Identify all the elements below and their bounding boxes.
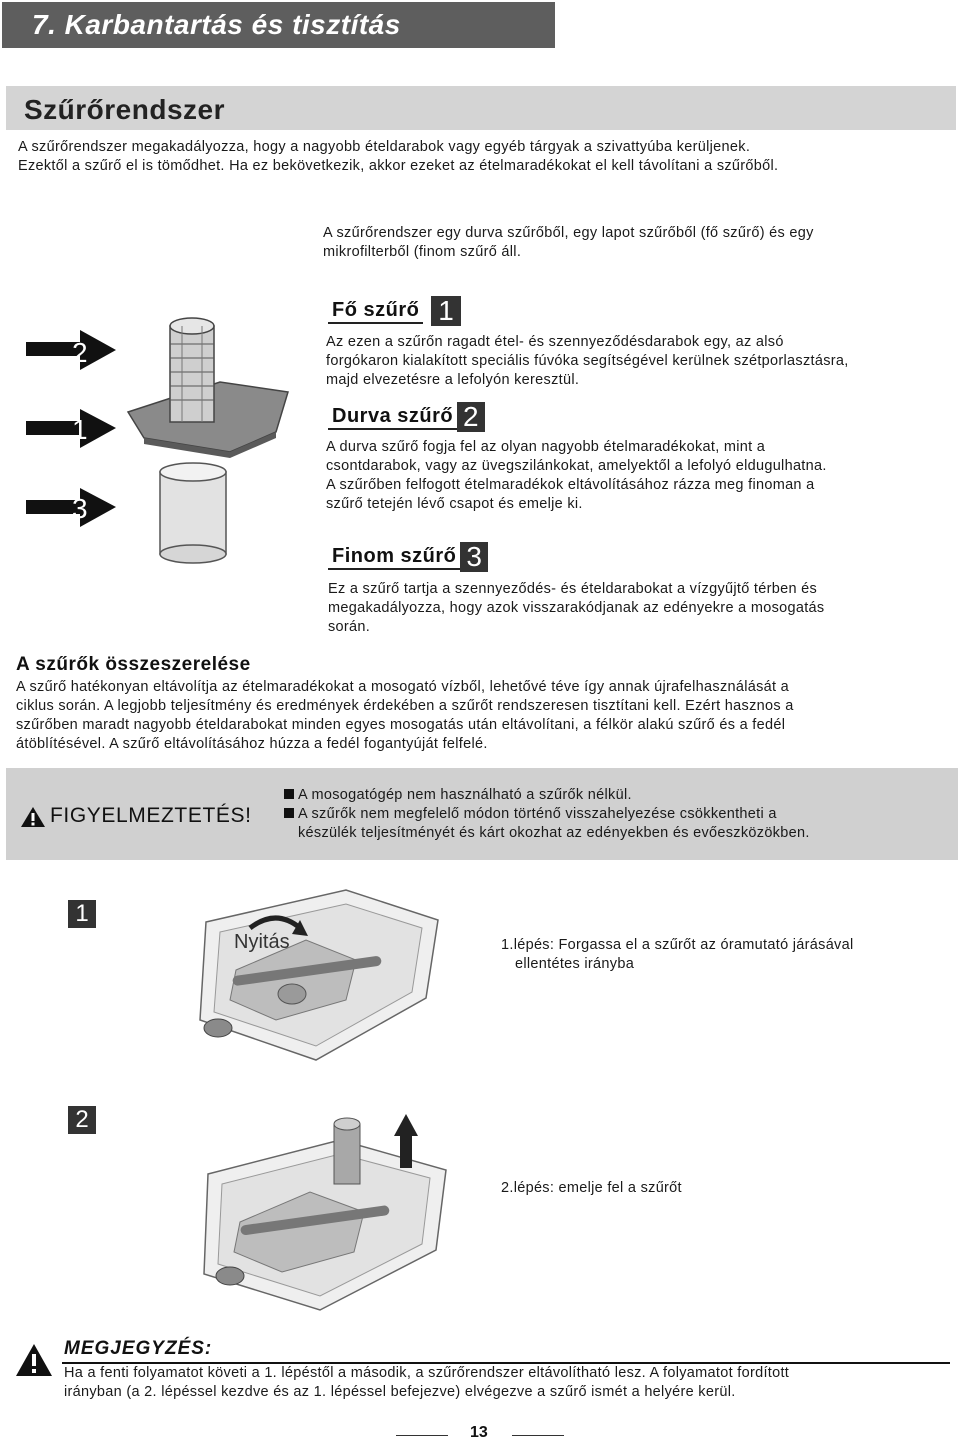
intro-text: A szűrőrendszer megakadályozza, hogy a nagyobb ételdarabok vagy egyéb tárgyak a szivattyúba kerüljenek. Ezektől a szűrő el is tömődhet. Ha ez bekövetkezik, akkor ezeket az ételmaradékokat el kell távolítani a szűrőből. — [18, 139, 779, 174]
fine-filter-heading — [328, 542, 488, 572]
arrow-label-3: 3 — [72, 493, 88, 524]
warning-list — [284, 786, 944, 843]
page-number: 13 — [470, 1424, 488, 1441]
coarse-filter-number: 2 — [457, 402, 485, 432]
coarse-filter-heading — [328, 402, 485, 432]
footer-rule-left — [396, 1435, 448, 1436]
main-filter-text: Az ezen a szűrőn ragadt étel- és szennyeződésdarabok egy, az alsó forgókaron kialakított speciális fúvóka segítségével kerülnek szétporlasztásra, majd elvezetésre a lefolyón keresztül. — [326, 334, 849, 388]
note-text: Ha a fenti folyamatot követi a 1. lépéstől a második, a szűrőrendszer eltávolítható lesz. A folyamatot fordított irányban (a 2. lépéssel kezdve és az 1. lépéssel befejezve) elvégezve a szűrő ismét a helyére kerül. — [64, 1365, 790, 1400]
system-description: A szűrőrendszer egy durva szűrőből, egy lapot szűrőből (fő szűrő) és egy mikrofilterből (finom szűrő áll. — [323, 225, 814, 260]
assembly-title: A szűrők összeszerelése — [16, 654, 251, 675]
chapter-title: 7. Karbantartás és tisztítás — [2, 2, 555, 48]
arrow-2-icon — [26, 330, 116, 370]
step-1-label: Nyitás — [234, 931, 290, 953]
arrow-label-1: 1 — [72, 414, 88, 445]
step-2-illustration — [200, 1104, 450, 1314]
assembly-text: A szűrő hatékonyan eltávolítja az ételmaradékokat a mosogató vízből, lehetővé téve így annak újrafelhasználását a ciklus során. A legjobb teljesítmény és eredmények érdekében a szűrőt rendszeresen tisztítani kell. Ezért hasznos a szűrőben maradt nagyobb ételdarabokat minden egyes mosogatás után eltávolítani, a félkör alakú szűrő és a fedél átöblítésével. A szűrő eltávolításához húzza a fedél fogantyúját felfelé. — [16, 679, 794, 752]
fine-filter-text: Ez a szűrő tartja a szennyeződés- és ételdarabokat a vízgyűjtő térben és megakadályozza, hogy azok visszarakódjanak az edényekre a mosogatás során. — [328, 581, 825, 635]
arrow-1-icon — [26, 409, 116, 448]
step-2-text: 2.lépés: emelje fel a szűrőt — [501, 1180, 682, 1196]
fine-filter-icon — [160, 463, 226, 563]
main-filter-number: 1 — [431, 296, 461, 326]
warning-icon — [20, 806, 46, 828]
bullet-icon — [284, 808, 294, 818]
arrow-3-icon — [26, 488, 116, 527]
note-title: MEGJEGYZÉS: — [64, 1338, 213, 1359]
warning-item: A mosogatógép nem használható a szűrők nélkül. — [284, 786, 944, 805]
fine-filter-title: Finom szűrő — [328, 545, 460, 570]
section-title: Szűrőrendszer — [24, 94, 225, 125]
coarse-filter-icon — [170, 318, 214, 422]
arrow-label-2: 2 — [72, 337, 88, 368]
note-warning-icon — [14, 1342, 54, 1378]
coarse-filter-title: Durva szűrő — [328, 405, 457, 430]
footer-rule-right — [512, 1435, 564, 1436]
fine-filter-number: 3 — [460, 542, 488, 572]
step-2-number: 2 — [68, 1106, 96, 1134]
step-1-number: 1 — [68, 900, 96, 928]
filter-diagram — [20, 300, 320, 580]
warning-title: FIGYELMEZTETÉS! — [50, 804, 252, 827]
main-filter-heading — [328, 296, 461, 326]
step-1-text: 1.lépés: Forgassa el a szűrőt az óramutató járásával ellentétes irányba — [501, 937, 854, 972]
main-filter-title: Fő szűrő — [328, 299, 423, 324]
bullet-icon — [284, 789, 294, 799]
warning-item-continued: készülék teljesítményét és kárt okozhat az edényekben és evőeszközökben. — [298, 825, 810, 841]
coarse-filter-text: A durva szűrő fogja fel az olyan nagyobb ételmaradékokat, mint a csontdarabok, vagy az üvegszilánkokat, amelyektől a lefolyó eldugulhatna. A szűrőben felfogott ételmaradékok eltávolításához rázza meg finoman a szűrő tetején lévő csapot és emelje ki. — [326, 439, 827, 512]
step-1-illustration — [196, 880, 442, 1070]
warning-item: A szűrők nem megfelelő módon történő visszahelyezése csökkentheti a — [284, 805, 944, 824]
